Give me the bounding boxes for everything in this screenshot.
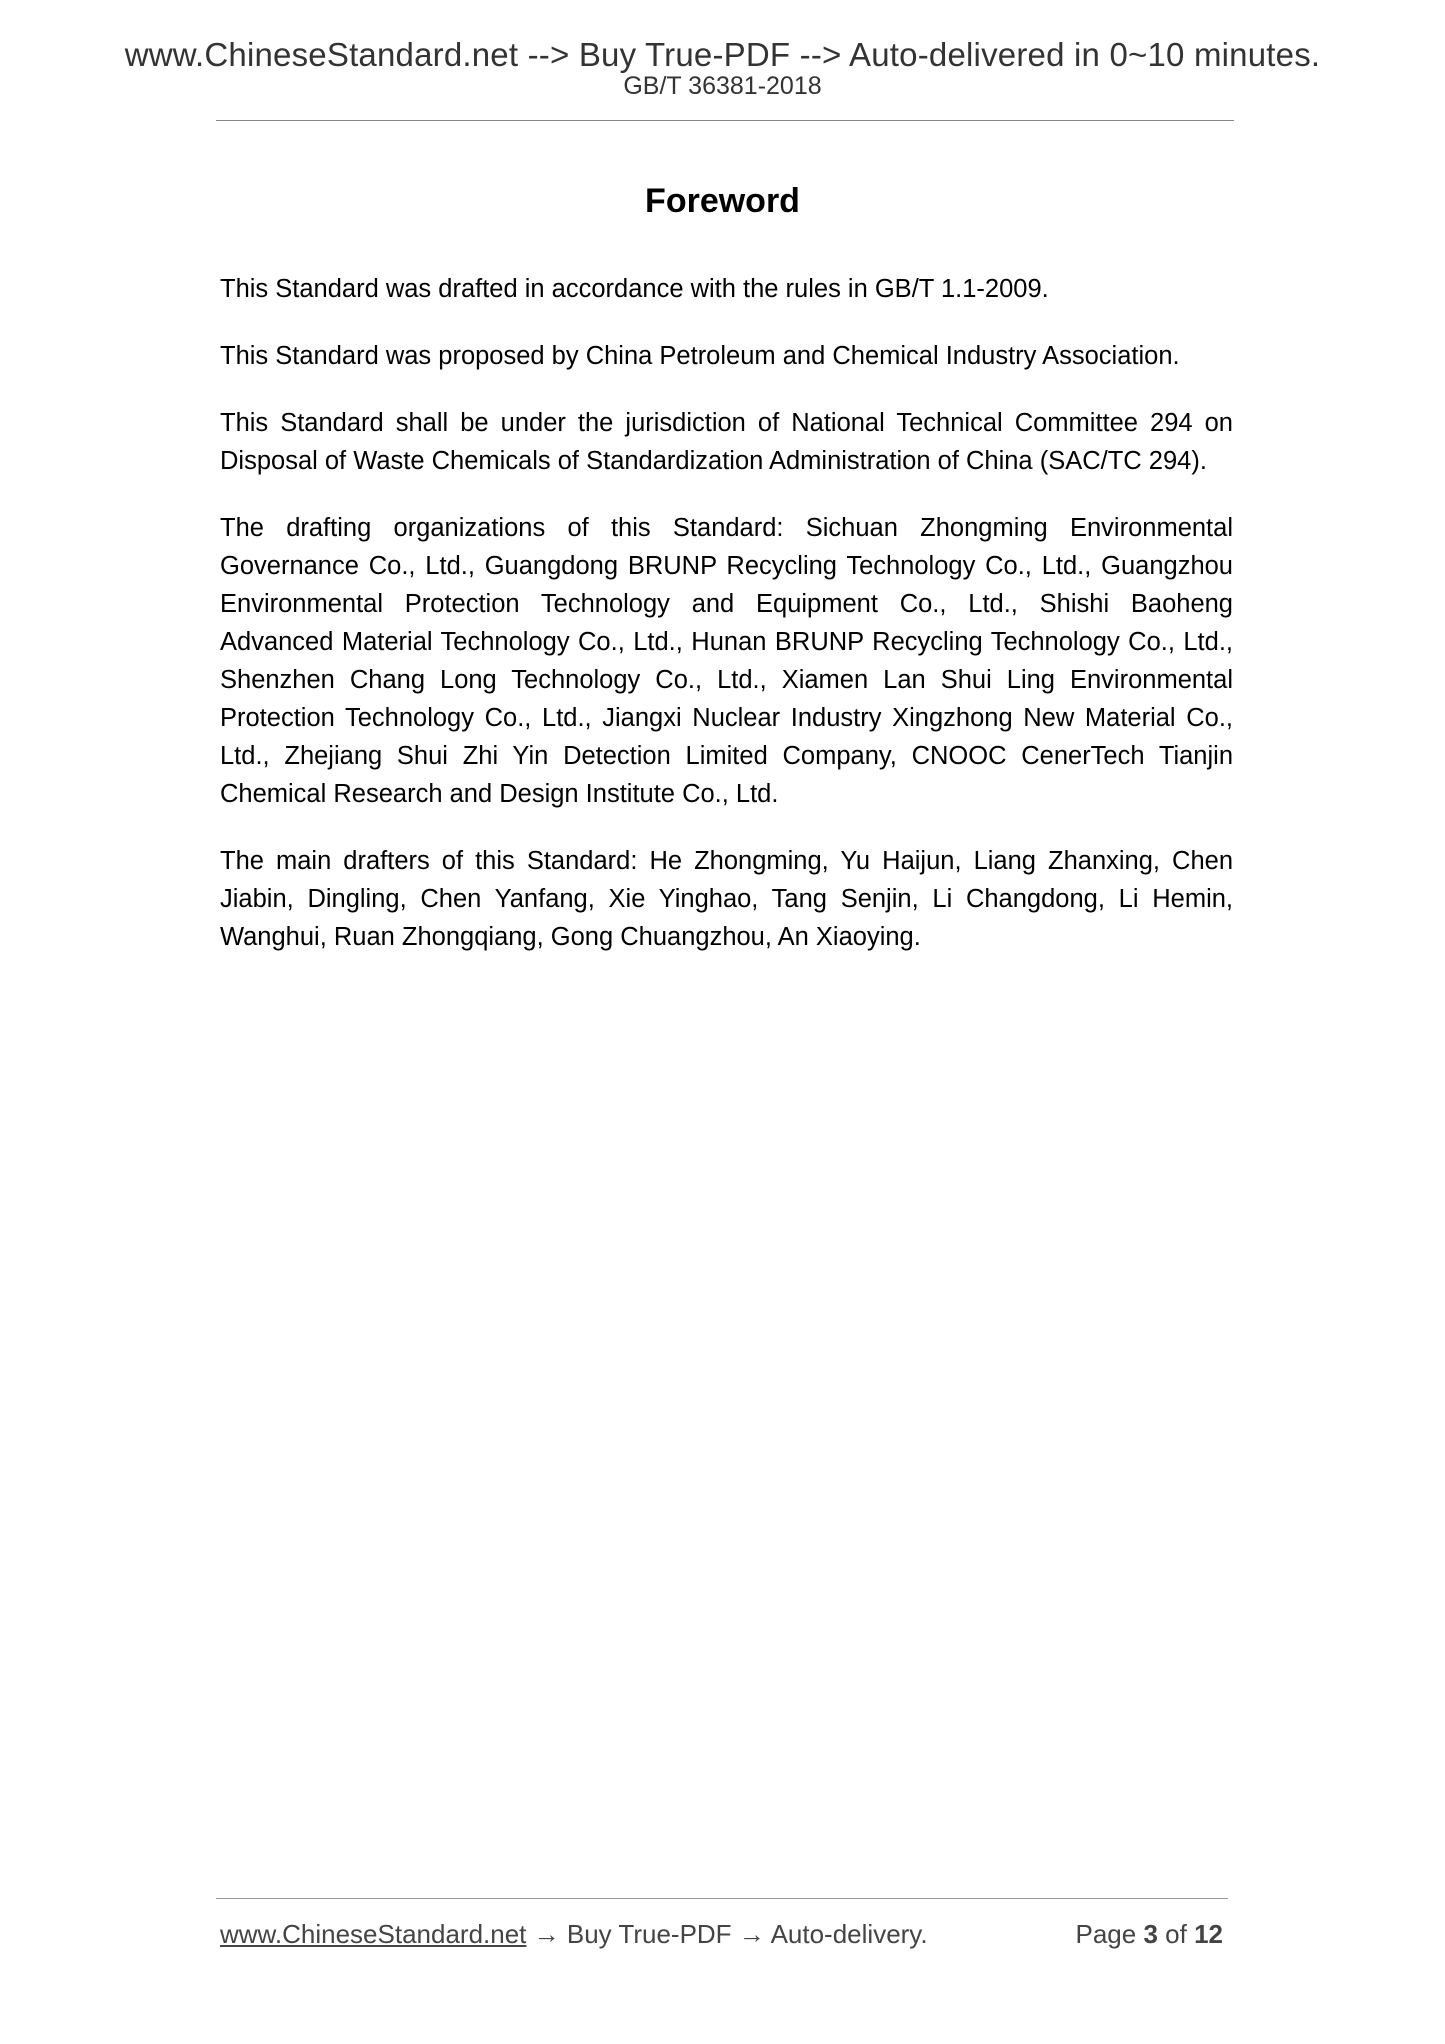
- page-total: 12: [1194, 1919, 1223, 1949]
- page-label: Page: [1075, 1919, 1137, 1949]
- page-indicator: [1075, 1921, 1223, 1947]
- paragraph-drafting-rules: This Standard was drafted in accordance with the rules in GB/T 1.1-2009.: [220, 275, 1049, 303]
- paragraph-proposer: This Standard was proposed by China Petroleum and Chemical Industry Association.: [220, 342, 1180, 370]
- top-banner: www.ChineseStandard.net --> Buy True-PDF --> Auto-delivered in 0~10 minutes.: [124, 36, 1321, 73]
- page-of-label: of: [1165, 1919, 1187, 1949]
- header-divider: [216, 120, 1234, 121]
- footer-divider: [216, 1898, 1228, 1899]
- page-current: 3: [1143, 1919, 1158, 1949]
- foreword-body: [220, 270, 1233, 985]
- page-title: Foreword: [645, 182, 800, 220]
- paragraph-jurisdiction: This Standard shall be under the jurisdiction of National Technical Committee 294 on Disposal of Waste Chemicals of Standardization Administration of China (SAC/TC 294).: [220, 409, 1233, 475]
- footer-tagline: → Buy True-PDF → Auto-delivery.: [526, 1919, 928, 1949]
- standard-code: GB/T 36381-2018: [623, 72, 822, 100]
- footer-promo: [220, 1921, 928, 1947]
- footer-site-link[interactable]: www.ChineseStandard.net: [220, 1919, 527, 1949]
- paragraph-main-drafters: The main drafters of this Standard: He Zhongming, Yu Haijun, Liang Zhanxing, Chen Jiabin, Dingling, Chen Yanfang, Xie Yinghao, Tang Senjin, Li Changdong, Li Hemin, Wanghui, Ruan Zhongqiang, Gong Chuangzhou, An Xiaoying.: [220, 847, 1233, 951]
- paragraph-drafting-organizations: The drafting organizations of this Standard: Sichuan Zhongming Environmental Governance Co., Ltd., Guangdong BRUNP Recycling Technology Co., Ltd., Guangzhou Environmental Protection Technology and Equipment Co., Ltd., Shishi Baoheng Advanced Material Technology Co., Ltd., Hunan BRUNP Recycling Technology Co., Ltd., Shenzhen Chang Long Technology Co., Ltd., Xiamen Lan Shui Ling Environmental Protection Technology Co., Ltd., Jiangxi Nuclear Industry Xingzhong New Material Co., Ltd., Zhejiang Shui Zhi Yin Detection Limited Company, CNOOC CenerTech Tianjin Chemical Research and Design Institute Co., Ltd.: [220, 514, 1233, 808]
